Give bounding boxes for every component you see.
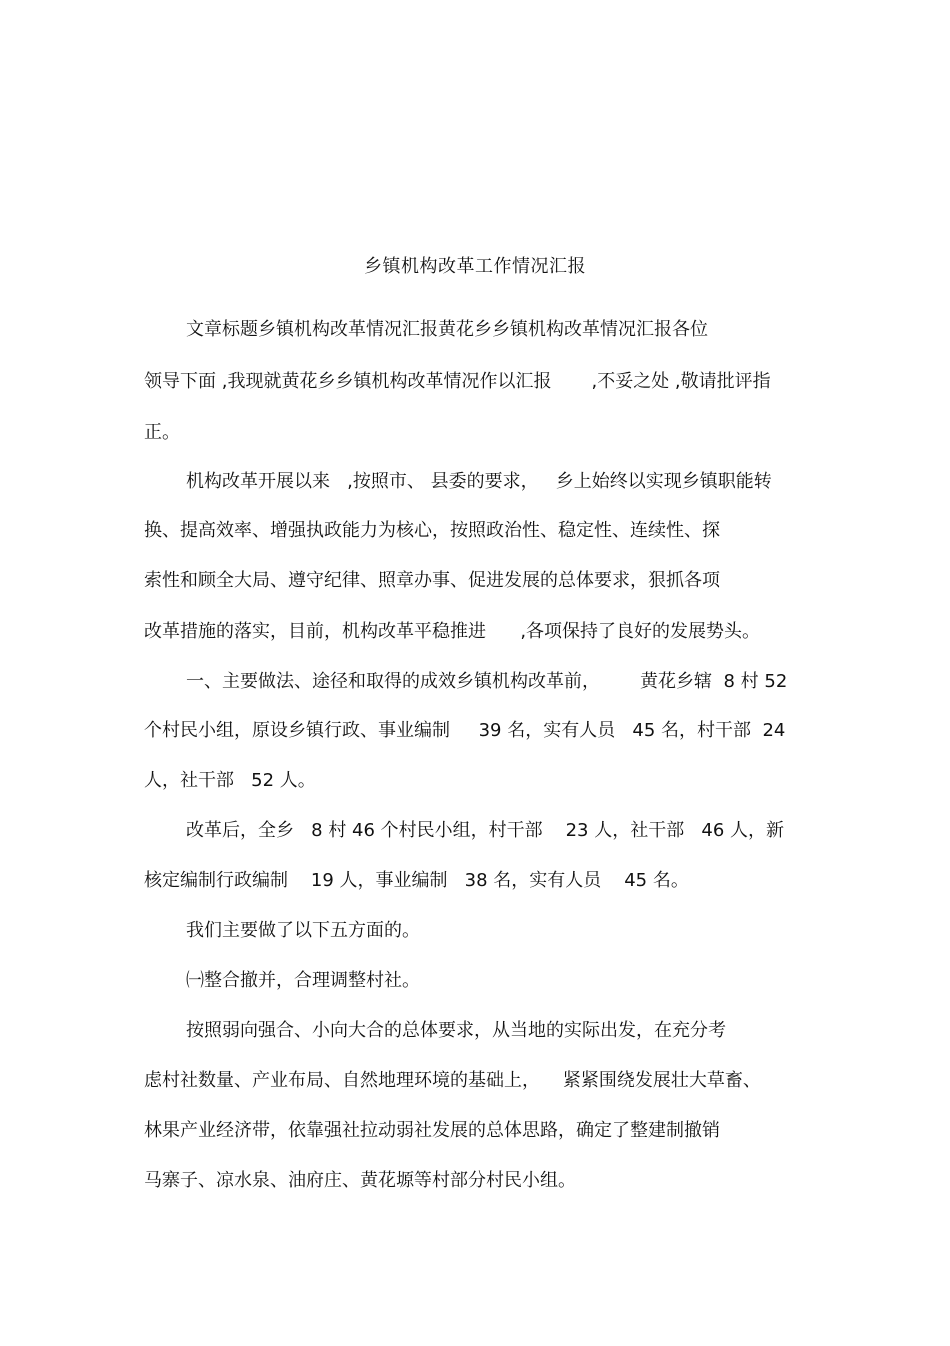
paragraph-line: 索性和顾全大局、遵守纪律、照章办事、促进发展的总体要求，狠抓各项: [144, 570, 720, 591]
paragraph-line: 虑村社数量、产业布局、自然地理环境的基础上， 紧紧围绕发展壮大草畜、: [144, 1070, 761, 1091]
paragraph-line: 个村民小组，原设乡镇行政、事业编制 39 名，实有人员 45 名，村干部 24: [144, 720, 786, 741]
section-heading: ㈠整合撤并，合理调整村社。: [186, 970, 420, 991]
paragraph-line: 按照弱向强合、小向大合的总体要求，从当地的实际出发，在充分考: [186, 1020, 726, 1041]
paragraph-line: 文章标题乡镇机构改革情况汇报黄花乡乡镇机构改革情况汇报各位: [186, 319, 708, 340]
paragraph-line: 正。: [144, 422, 180, 443]
paragraph-line: 改革措施的落实，目前，机构改革平稳推进 ,各项保持了良好的发展势头。: [144, 621, 761, 642]
document-title: 乡镇机构改革工作情况汇报: [364, 256, 586, 277]
paragraph-line: 机构改革开展以来 ,按照市、 县委的要求， 乡上始终以实现乡镇职能转: [186, 471, 772, 492]
paragraph-line: 改革后，全乡 8 村 46 个村民小组，村干部 23 人，社干部 46 人，新: [186, 820, 784, 841]
paragraph-line: 核定编制行政编制 19 人，事业编制 38 名，实有人员 45 名。: [144, 870, 689, 891]
paragraph-line: 换、提高效率、增强执政能力为核心，按照政治性、稳定性、连续性、探: [144, 520, 720, 541]
paragraph-line: 领导下面 ,我现就黄花乡乡镇机构改革情况作以汇报 ,不妥之处 ,敬请批评指: [144, 371, 771, 392]
paragraph-line: 林果产业经济带，依靠强社拉动弱社发展的总体思路，确定了整建制撤销: [144, 1120, 720, 1141]
paragraph-line: 人，社干部 52 人。: [144, 770, 316, 791]
paragraph-line: 一、主要做法、途径和取得的成效乡镇机构改革前， 黄花乡辖 8 村 52: [186, 671, 788, 692]
paragraph-line: 我们主要做了以下五方面的。: [186, 920, 420, 941]
paragraph-line: 马寨子、凉水泉、油府庄、黄花塬等村部分村民小组。: [144, 1170, 576, 1191]
